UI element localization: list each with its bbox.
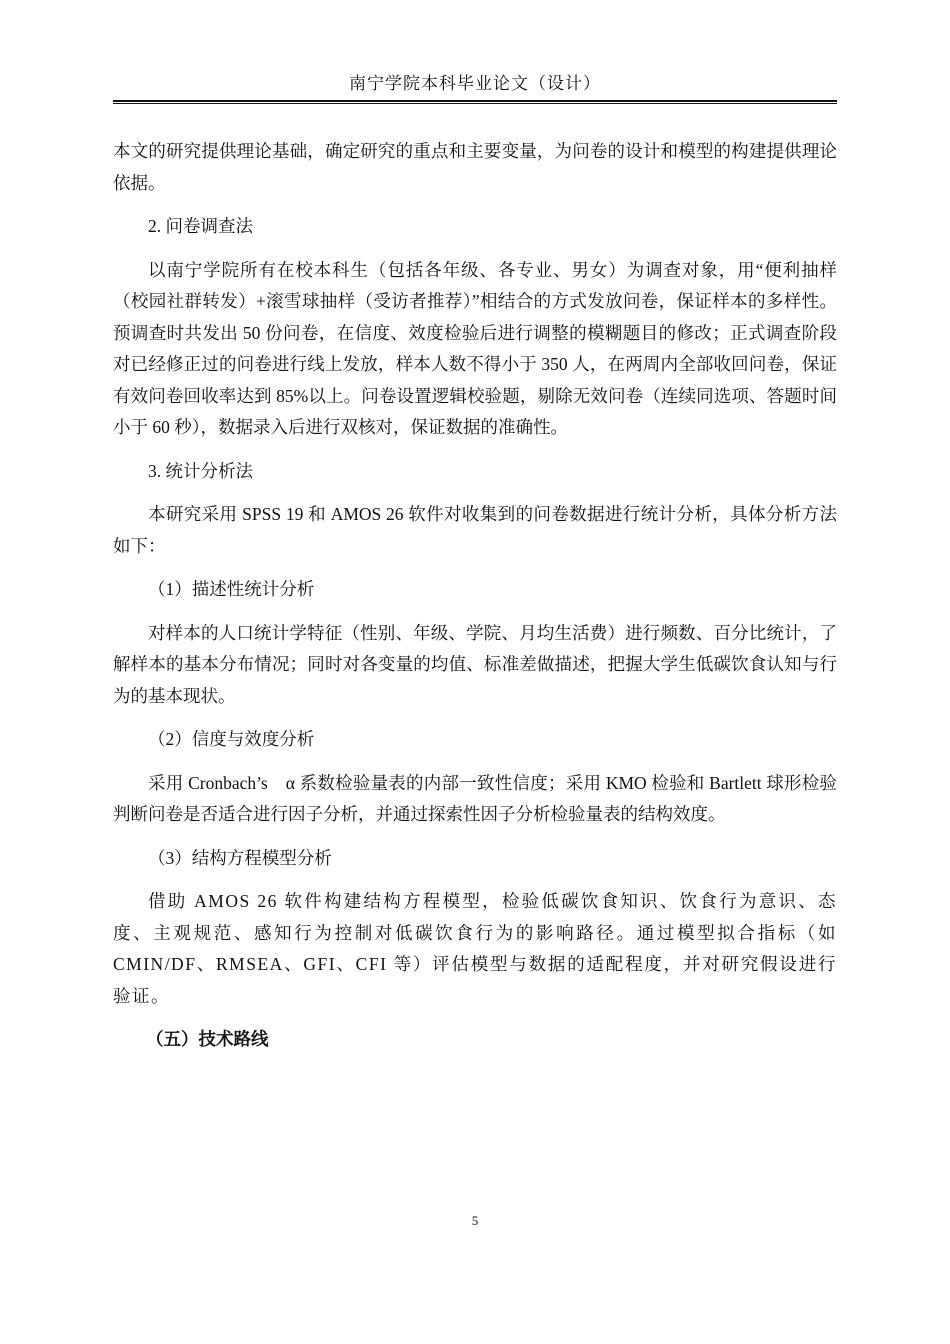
heading-technical-route: （五）技术路线 [146,1029,269,1049]
paragraph-survey-method: 以南宁学院所有在校本科生（包括各年级、各专业、男女）为调查对象，用“便利抽样（校园社群转发）+滚雪球抽样（受访者推荐）”相结合的方式发放问卷，保证样本的多样性。预调查时共发出 50 份问卷，在信度、效度检验后进行调整的模糊题目的修改；正式调查阶段对已经修正过的问卷进行线上发放，样本人数不得小于 350 人，在两周内全部收回问卷，保证有效问卷回收率达到 85%以上。问卷设置逻辑校验题，剔除无效问卷（连续同选项、答题时间小于 60 秒），数据录入后进行双核对，保证数据的准确性。 [113,259,837,437]
document-body [113,136,837,1068]
heading-sem-analysis: （3）结构方程模型分析 [148,847,332,868]
heading-survey-method: 2. 问卷调查法 [148,216,253,236]
paragraph-reliability-validity: 采用 Cronbach’s α 系数检验量表的内部一致性信度；采用 KMO 检验和 Bartlett 球形检验判断问卷是否适合进行因子分析，并通过探索性因子分析检验量表的结构效度。 [113,772,837,824]
page-number: 5 [471,1213,479,1228]
heading-statistical-analysis: 3. 统计分析法 [148,460,253,481]
paragraph-statistical-analysis: 本研究采用 SPSS 19 和 AMOS 26 软件对收集到的问卷数据进行统计分析，具体分析方法如下： [113,504,837,556]
header-rule-thick [113,100,837,102]
heading-reliability-validity: （2）信度与效度分析 [148,729,315,749]
page-header-title: 南宁学院本科毕业论文（设计） [349,74,601,93]
paragraph-intro-continuation: 本文的研究提供理论基础，确定研究的重点和主要变量，为问卷的设计和模型的构建提供理论依据。 [113,141,837,193]
paragraph-descriptive-statistics: 对样本的人口统计学特征（性别、年级、学院、月均生活费）进行频数、百分比统计，了解样本的基本分布情况；同时对各变量的均值、标准差做描述，把握大学生低碳饮食认知与行为的基本现状。 [113,622,837,706]
header-rule-thin [113,103,837,104]
heading-descriptive-statistics: （1）描述性统计分析 [148,579,315,599]
paragraph-sem-analysis: 借助 AMOS 26 软件构建结构方程模型，检验低碳饮食知识、饮食行为意识、态度、主观规范、感知行为控制对低碳饮食行为的影响路径。通过模型拟合指标（如 CMIN/DF、RMSEA、GFI、CFI 等）评估模型与数据的适配程度，并对研究假设进行验证。 [113,891,837,1006]
